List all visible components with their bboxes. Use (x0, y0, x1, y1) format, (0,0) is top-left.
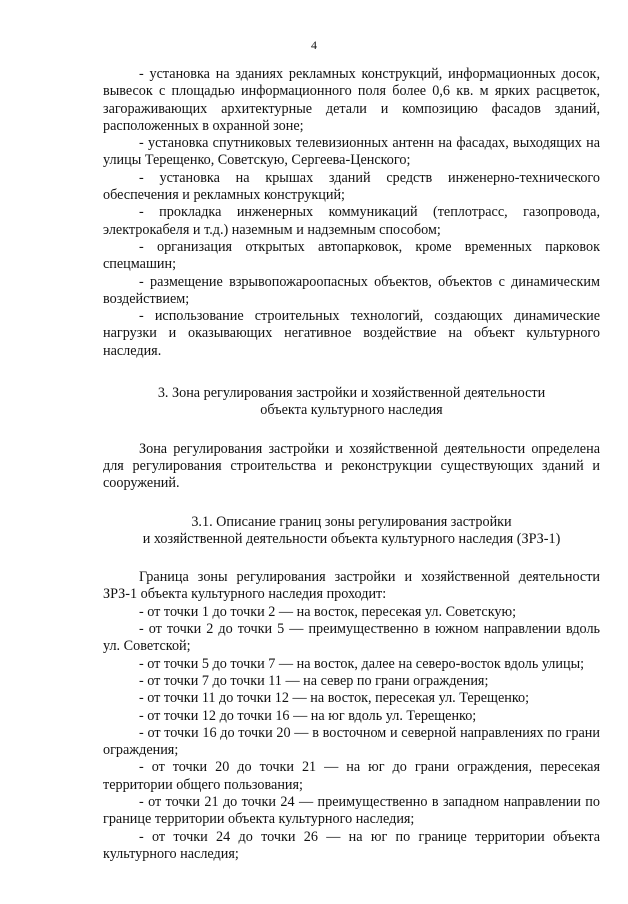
section-3-1-intro: Граница зоны регулирования застройки и хозяйственной деятельности ЗРЗ-1 объекта культурного наследия проходит: (103, 569, 600, 603)
restriction-item-2: - установка спутниковых телевизионных антенн на фасадах, выходящих на улицы Терещенко, Советскую, Сергеева-Ценского; (103, 135, 600, 169)
boundary-item-8: - от точки 20 до точки 21 — на юг до грани ограждения, пересекая территории общего пользования; (103, 759, 600, 793)
boundary-item-4: - от точки 7 до точки 11 — на север по грани ограждения; (139, 672, 489, 689)
page-number: 4 (311, 38, 317, 52)
boundary-item-1: - от точки 1 до точки 2 — на восток, пересекая ул. Советскую; (139, 603, 517, 620)
restriction-item-6: - размещение взрывопожароопасных объектов, объектов с динамическим воздействием; (103, 273, 600, 307)
boundary-item-2: - от точки 2 до точки 5 — преимущественно в южном направлении вдоль ул. Советской; (103, 621, 600, 655)
restriction-item-5: - организация открытых автопарковок, кроме временных парковок спецмашин; (103, 238, 600, 273)
restriction-item-4: - прокладка инженерных коммуникаций (теплотрасс, газопровода, электрокабеля и т.д.) наземным и надземным способом; (103, 204, 600, 238)
boundary-item-9: - от точки 21 до точки 24 — преимущественно в западном направлении по границе территории объекта культурного наследия; (103, 793, 600, 828)
boundary-item-5: - от точки 11 до точки 12 — на восток, пересекая ул. Терещенко; (139, 690, 530, 707)
section-3-title-line-1: 3. Зона регулирования застройки и хозяйственной деятельности (157, 385, 546, 402)
boundary-item-3: - от точки 5 до точки 7 — на восток, далее на северо-восток вдоль улицы; (139, 655, 585, 672)
section-3-1-title-line-1: 3.1. Описание границ зоны регулирования застройки (191, 513, 512, 530)
section-3-1-title-line-2: и хозяйственной деятельности объекта культурного наследия (ЗРЗ-1) (142, 530, 561, 547)
restriction-item-7: - использование строительных технологий, создающих динамические нагрузки и оказывающих негативное воздействие на объект культурного наследия. (103, 308, 600, 359)
restriction-item-3: - установка на крышах зданий средств инженерно-технического обеспечения и рекламных конструкций; (103, 169, 600, 204)
restriction-item-1: - установка на зданиях рекламных конструкций, информационных досок, вывесок с площадью информационного поля более 0,6 кв. м ярких расцветок, загораживающих архитектурные детали и композицию фасадов зданий, расположенных в охранной зоне; (103, 66, 600, 134)
section-3-title-line-2: объекта культурного наследия (260, 402, 443, 419)
boundary-item-6: - от точки 12 до точки 16 — на юг вдоль ул. Терещенко; (139, 707, 477, 724)
section-3-paragraph: Зона регулирования застройки и хозяйственной деятельности определена для регулирования строительства и реконструкции существующих зданий и сооружений. (103, 440, 600, 492)
boundary-item-10: - от точки 24 до точки 26 — на юг по границе территории объекта культурного наследия; (103, 828, 600, 862)
boundary-item-7: - от точки 16 до точки 20 — в восточном и северной направлениях по грани ограждения; (103, 724, 600, 759)
document-body (103, 66, 600, 863)
